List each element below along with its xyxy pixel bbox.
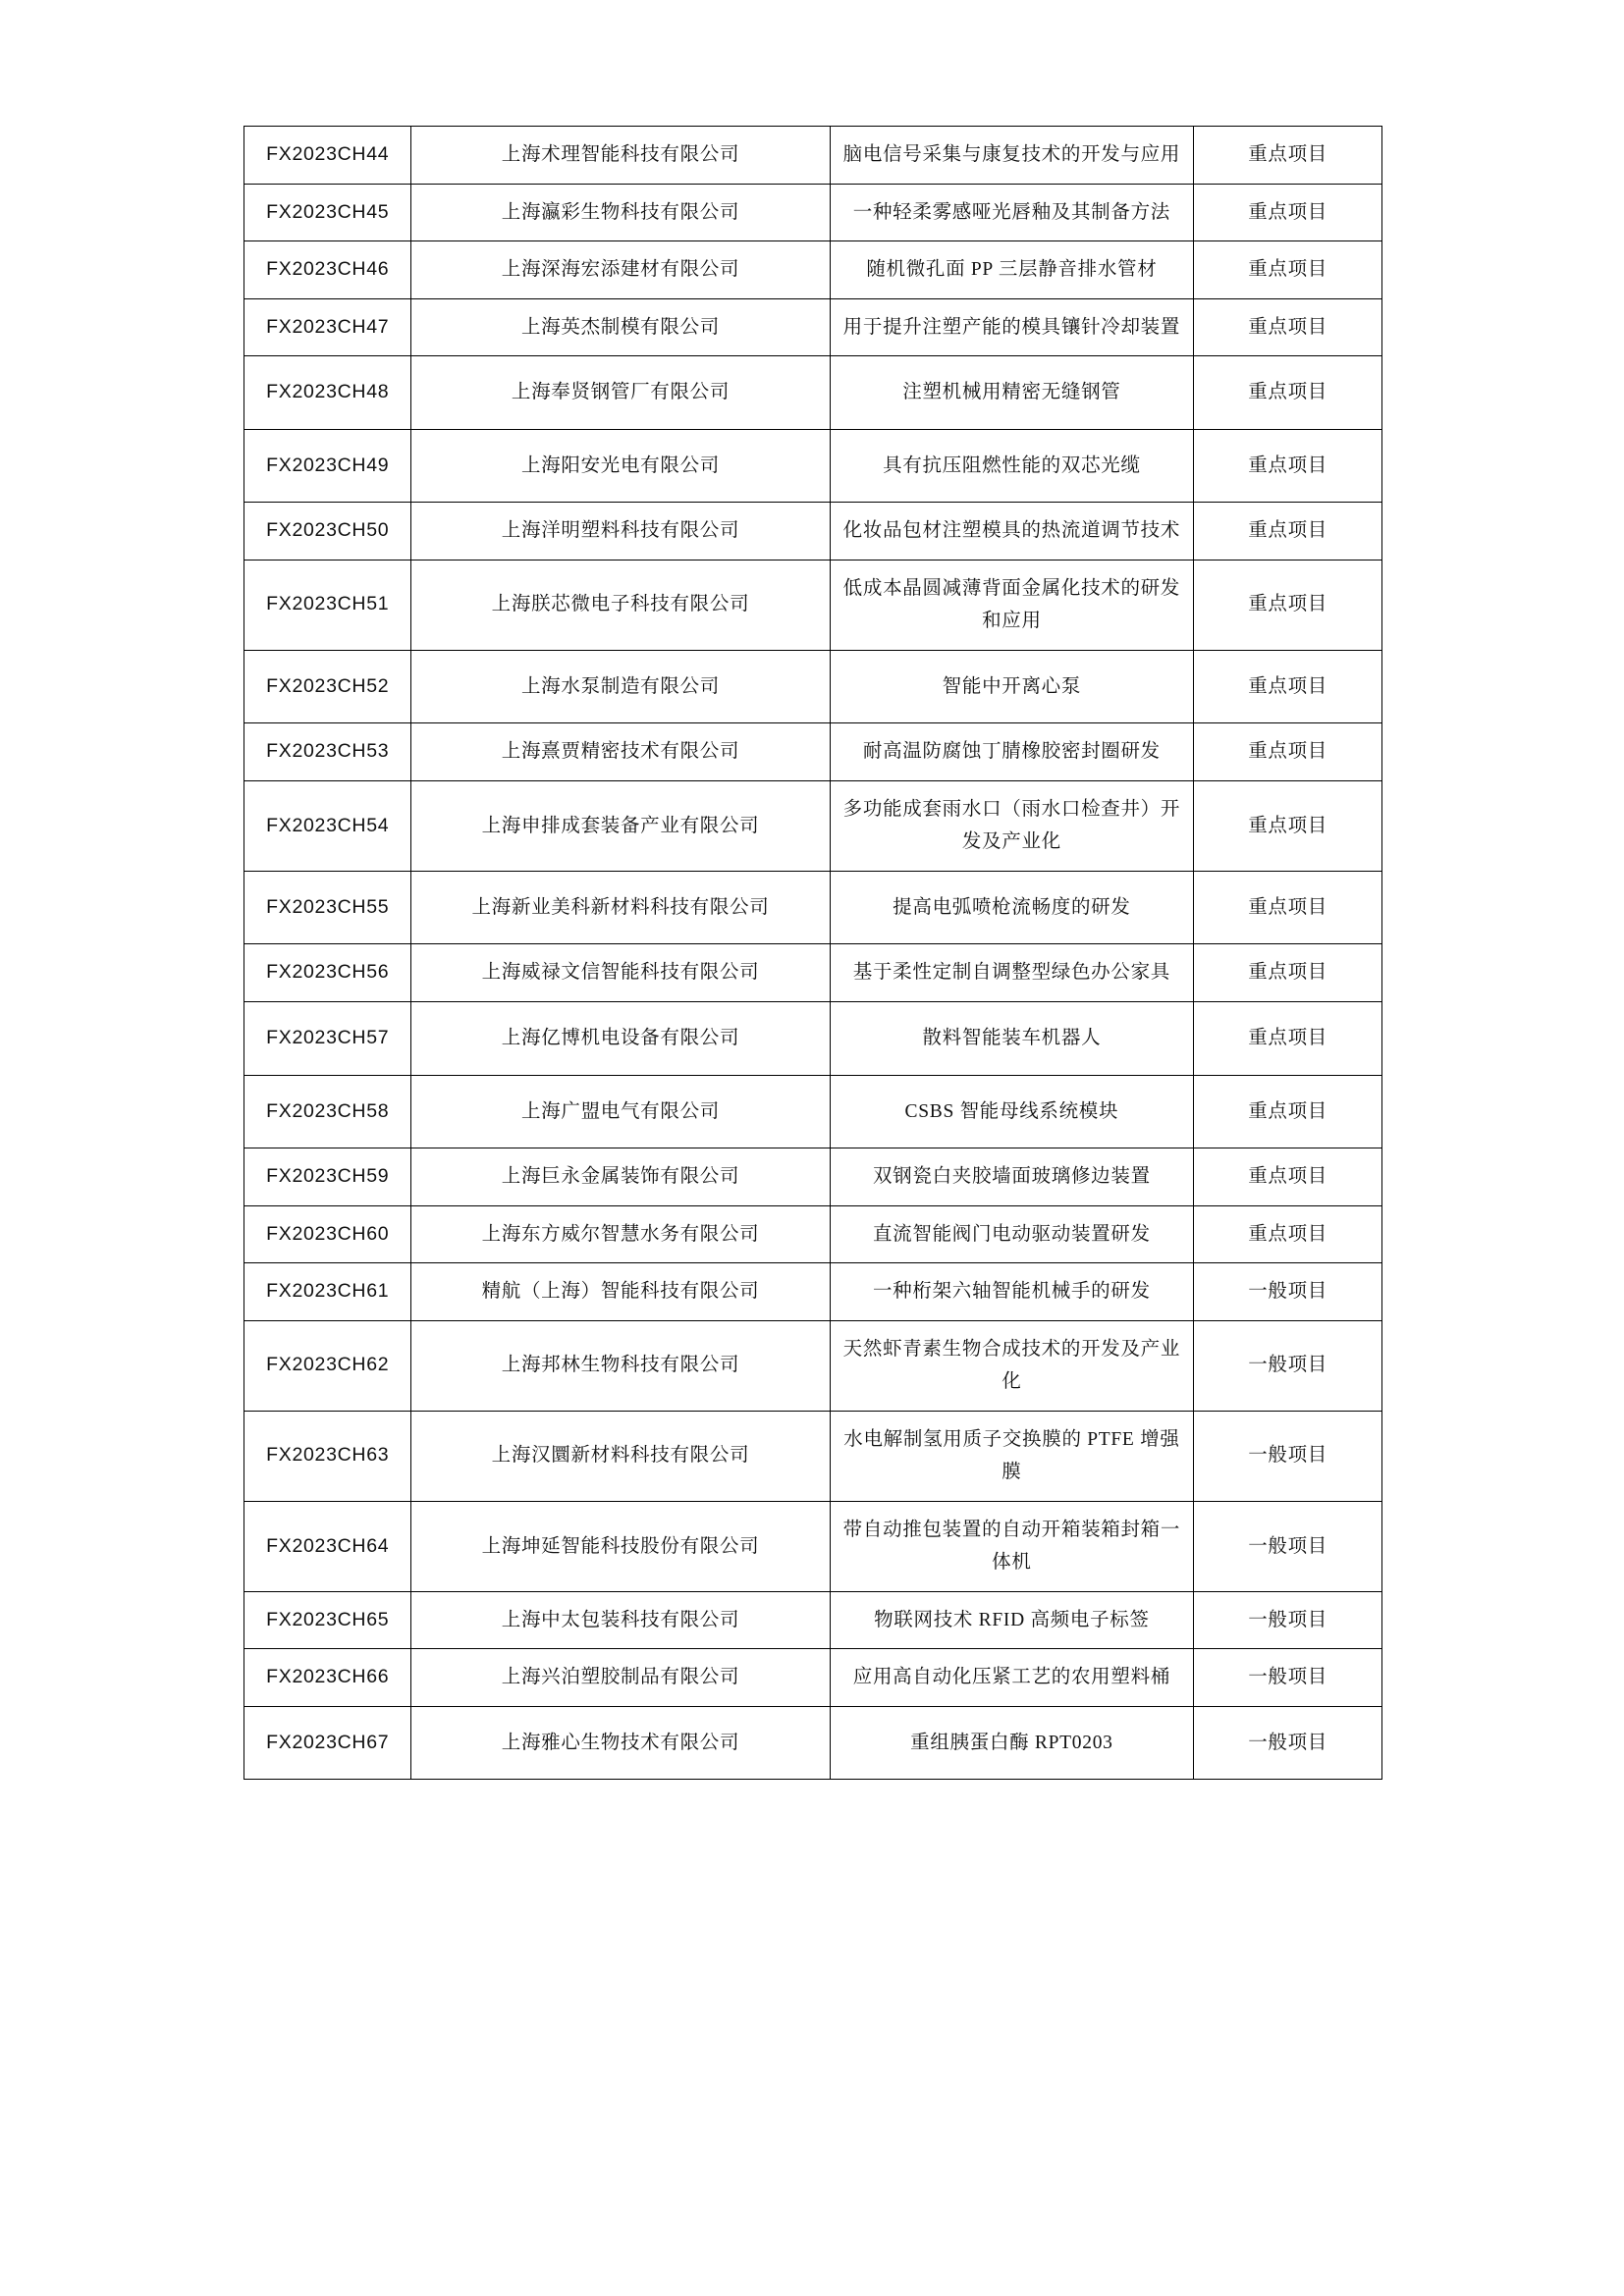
project-code-cell: FX2023CH65 (244, 1591, 411, 1649)
project-category-cell: 一般项目 (1194, 1411, 1382, 1501)
project-category-cell: 重点项目 (1194, 780, 1382, 871)
project-title-cell: 散料智能装车机器人 (830, 1001, 1194, 1075)
project-title-cell: 水电解制氢用质子交换膜的 PTFE 增强膜 (830, 1411, 1194, 1501)
project-title-cell: 多功能成套雨水口（雨水口检查井）开发及产业化 (830, 780, 1194, 871)
project-title-cell: CSBS 智能母线系统模块 (830, 1075, 1194, 1148)
table-row (244, 871, 1382, 944)
project-title-cell: 脑电信号采集与康复技术的开发与应用 (830, 127, 1194, 185)
organization-cell: 上海雅心生物技术有限公司 (411, 1706, 830, 1780)
project-code-cell: FX2023CH52 (244, 650, 411, 723)
organization-cell: 上海水泵制造有限公司 (411, 650, 830, 723)
organization-cell: 上海英杰制模有限公司 (411, 298, 830, 356)
project-category-cell: 一般项目 (1194, 1501, 1382, 1591)
project-category-cell: 重点项目 (1194, 944, 1382, 1002)
organization-cell: 上海阳安光电有限公司 (411, 429, 830, 503)
project-title-cell: 双钢瓷白夹胶墙面玻璃修边装置 (830, 1148, 1194, 1206)
table-row (244, 1320, 1382, 1411)
project-category-cell: 重点项目 (1194, 1075, 1382, 1148)
table-row (244, 1706, 1382, 1780)
table-row (244, 944, 1382, 1002)
project-code-cell: FX2023CH49 (244, 429, 411, 503)
project-category-cell: 重点项目 (1194, 560, 1382, 650)
project-category-cell: 一般项目 (1194, 1591, 1382, 1649)
table-row (244, 184, 1382, 241)
table-row (244, 298, 1382, 356)
table-row (244, 1001, 1382, 1075)
project-code-cell: FX2023CH66 (244, 1649, 411, 1707)
project-code-cell: FX2023CH54 (244, 780, 411, 871)
table-row (244, 650, 1382, 723)
organization-cell: 精航（上海）智能科技有限公司 (411, 1263, 830, 1321)
organization-cell: 上海邦林生物科技有限公司 (411, 1320, 830, 1411)
organization-cell: 上海瀛彩生物科技有限公司 (411, 184, 830, 241)
project-code-cell: FX2023CH45 (244, 184, 411, 241)
project-code-cell: FX2023CH53 (244, 723, 411, 781)
project-code-cell: FX2023CH56 (244, 944, 411, 1002)
project-title-cell: 智能中开离心泵 (830, 650, 1194, 723)
project-code-cell: FX2023CH55 (244, 871, 411, 944)
table-row (244, 1263, 1382, 1321)
project-code-cell: FX2023CH63 (244, 1411, 411, 1501)
organization-cell: 上海坤延智能科技股份有限公司 (411, 1501, 830, 1591)
project-code-cell: FX2023CH61 (244, 1263, 411, 1321)
project-category-cell: 重点项目 (1194, 184, 1382, 241)
organization-cell: 上海广盟电气有限公司 (411, 1075, 830, 1148)
project-category-cell: 一般项目 (1194, 1263, 1382, 1321)
table-body (244, 127, 1382, 1780)
project-code-cell: FX2023CH62 (244, 1320, 411, 1411)
project-code-cell: FX2023CH57 (244, 1001, 411, 1075)
project-title-cell: 具有抗压阻燃性能的双芯光缆 (830, 429, 1194, 503)
organization-cell: 上海术理智能科技有限公司 (411, 127, 830, 185)
table-row (244, 780, 1382, 871)
project-title-cell: 基于柔性定制自调整型绿色办公家具 (830, 944, 1194, 1002)
project-title-cell: 低成本晶圆减薄背面金属化技术的研发和应用 (830, 560, 1194, 650)
table-row (244, 560, 1382, 650)
project-title-cell: 带自动推包装置的自动开箱装箱封箱一体机 (830, 1501, 1194, 1591)
project-code-cell: FX2023CH48 (244, 356, 411, 430)
organization-cell: 上海东方威尔智慧水务有限公司 (411, 1205, 830, 1263)
table-row (244, 1501, 1382, 1591)
project-category-cell: 重点项目 (1194, 1148, 1382, 1206)
project-code-cell: FX2023CH46 (244, 241, 411, 299)
table-row (244, 429, 1382, 503)
project-category-cell: 重点项目 (1194, 723, 1382, 781)
project-code-cell: FX2023CH59 (244, 1148, 411, 1206)
project-title-cell: 应用高自动化压紧工艺的农用塑料桶 (830, 1649, 1194, 1707)
project-category-cell: 一般项目 (1194, 1320, 1382, 1411)
project-category-cell: 重点项目 (1194, 1205, 1382, 1263)
project-title-cell: 重组胰蛋白酶 RPT0203 (830, 1706, 1194, 1780)
organization-cell: 上海威禄文信智能科技有限公司 (411, 944, 830, 1002)
project-title-cell: 一种桁架六轴智能机械手的研发 (830, 1263, 1194, 1321)
project-title-cell: 直流智能阀门电动驱动装置研发 (830, 1205, 1194, 1263)
project-code-cell: FX2023CH47 (244, 298, 411, 356)
project-title-cell: 一种轻柔雾感哑光唇釉及其制备方法 (830, 184, 1194, 241)
organization-cell: 上海兴泊塑胶制品有限公司 (411, 1649, 830, 1707)
project-category-cell: 重点项目 (1194, 127, 1382, 185)
table-row (244, 503, 1382, 561)
organization-cell: 上海朕芯微电子科技有限公司 (411, 560, 830, 650)
project-title-cell: 天然虾青素生物合成技术的开发及产业化 (830, 1320, 1194, 1411)
project-title-cell: 注塑机械用精密无缝钢管 (830, 356, 1194, 430)
table-row (244, 241, 1382, 299)
project-category-cell: 一般项目 (1194, 1649, 1382, 1707)
project-category-cell: 重点项目 (1194, 650, 1382, 723)
project-category-cell: 重点项目 (1194, 429, 1382, 503)
project-title-cell: 化妆品包材注塑模具的热流道调节技术 (830, 503, 1194, 561)
organization-cell: 上海中太包装科技有限公司 (411, 1591, 830, 1649)
project-title-cell: 耐高温防腐蚀丁腈橡胶密封圈研发 (830, 723, 1194, 781)
project-title-cell: 随机微孔面 PP 三层静音排水管材 (830, 241, 1194, 299)
project-code-cell: FX2023CH51 (244, 560, 411, 650)
table-row (244, 1591, 1382, 1649)
project-category-cell: 重点项目 (1194, 503, 1382, 561)
project-category-cell: 重点项目 (1194, 241, 1382, 299)
project-code-cell: FX2023CH50 (244, 503, 411, 561)
organization-cell: 上海洋明塑料科技有限公司 (411, 503, 830, 561)
organization-cell: 上海汉圜新材料科技有限公司 (411, 1411, 830, 1501)
table-row (244, 127, 1382, 185)
project-category-cell: 重点项目 (1194, 1001, 1382, 1075)
table-row (244, 1148, 1382, 1206)
table-row (244, 723, 1382, 781)
organization-cell: 上海熹贾精密技术有限公司 (411, 723, 830, 781)
project-category-cell: 重点项目 (1194, 871, 1382, 944)
table-row (244, 1411, 1382, 1501)
organization-cell: 上海深海宏添建材有限公司 (411, 241, 830, 299)
project-code-cell: FX2023CH58 (244, 1075, 411, 1148)
table-row (244, 1075, 1382, 1148)
organization-cell: 上海申排成套装备产业有限公司 (411, 780, 830, 871)
organization-cell: 上海新业美科新材料科技有限公司 (411, 871, 830, 944)
project-code-cell: FX2023CH60 (244, 1205, 411, 1263)
table-row (244, 1649, 1382, 1707)
organization-cell: 上海巨永金属装饰有限公司 (411, 1148, 830, 1206)
organization-cell: 上海奉贤钢管厂有限公司 (411, 356, 830, 430)
project-list-table (244, 126, 1382, 1780)
project-code-cell: FX2023CH64 (244, 1501, 411, 1591)
project-code-cell: FX2023CH67 (244, 1706, 411, 1780)
project-category-cell: 重点项目 (1194, 298, 1382, 356)
table-row (244, 356, 1382, 430)
project-code-cell: FX2023CH44 (244, 127, 411, 185)
table-row (244, 1205, 1382, 1263)
organization-cell: 上海亿博机电设备有限公司 (411, 1001, 830, 1075)
project-category-cell: 重点项目 (1194, 356, 1382, 430)
project-title-cell: 用于提升注塑产能的模具镶针冷却装置 (830, 298, 1194, 356)
project-title-cell: 物联网技术 RFID 高频电子标签 (830, 1591, 1194, 1649)
project-title-cell: 提高电弧喷枪流畅度的研发 (830, 871, 1194, 944)
project-category-cell: 一般项目 (1194, 1706, 1382, 1780)
